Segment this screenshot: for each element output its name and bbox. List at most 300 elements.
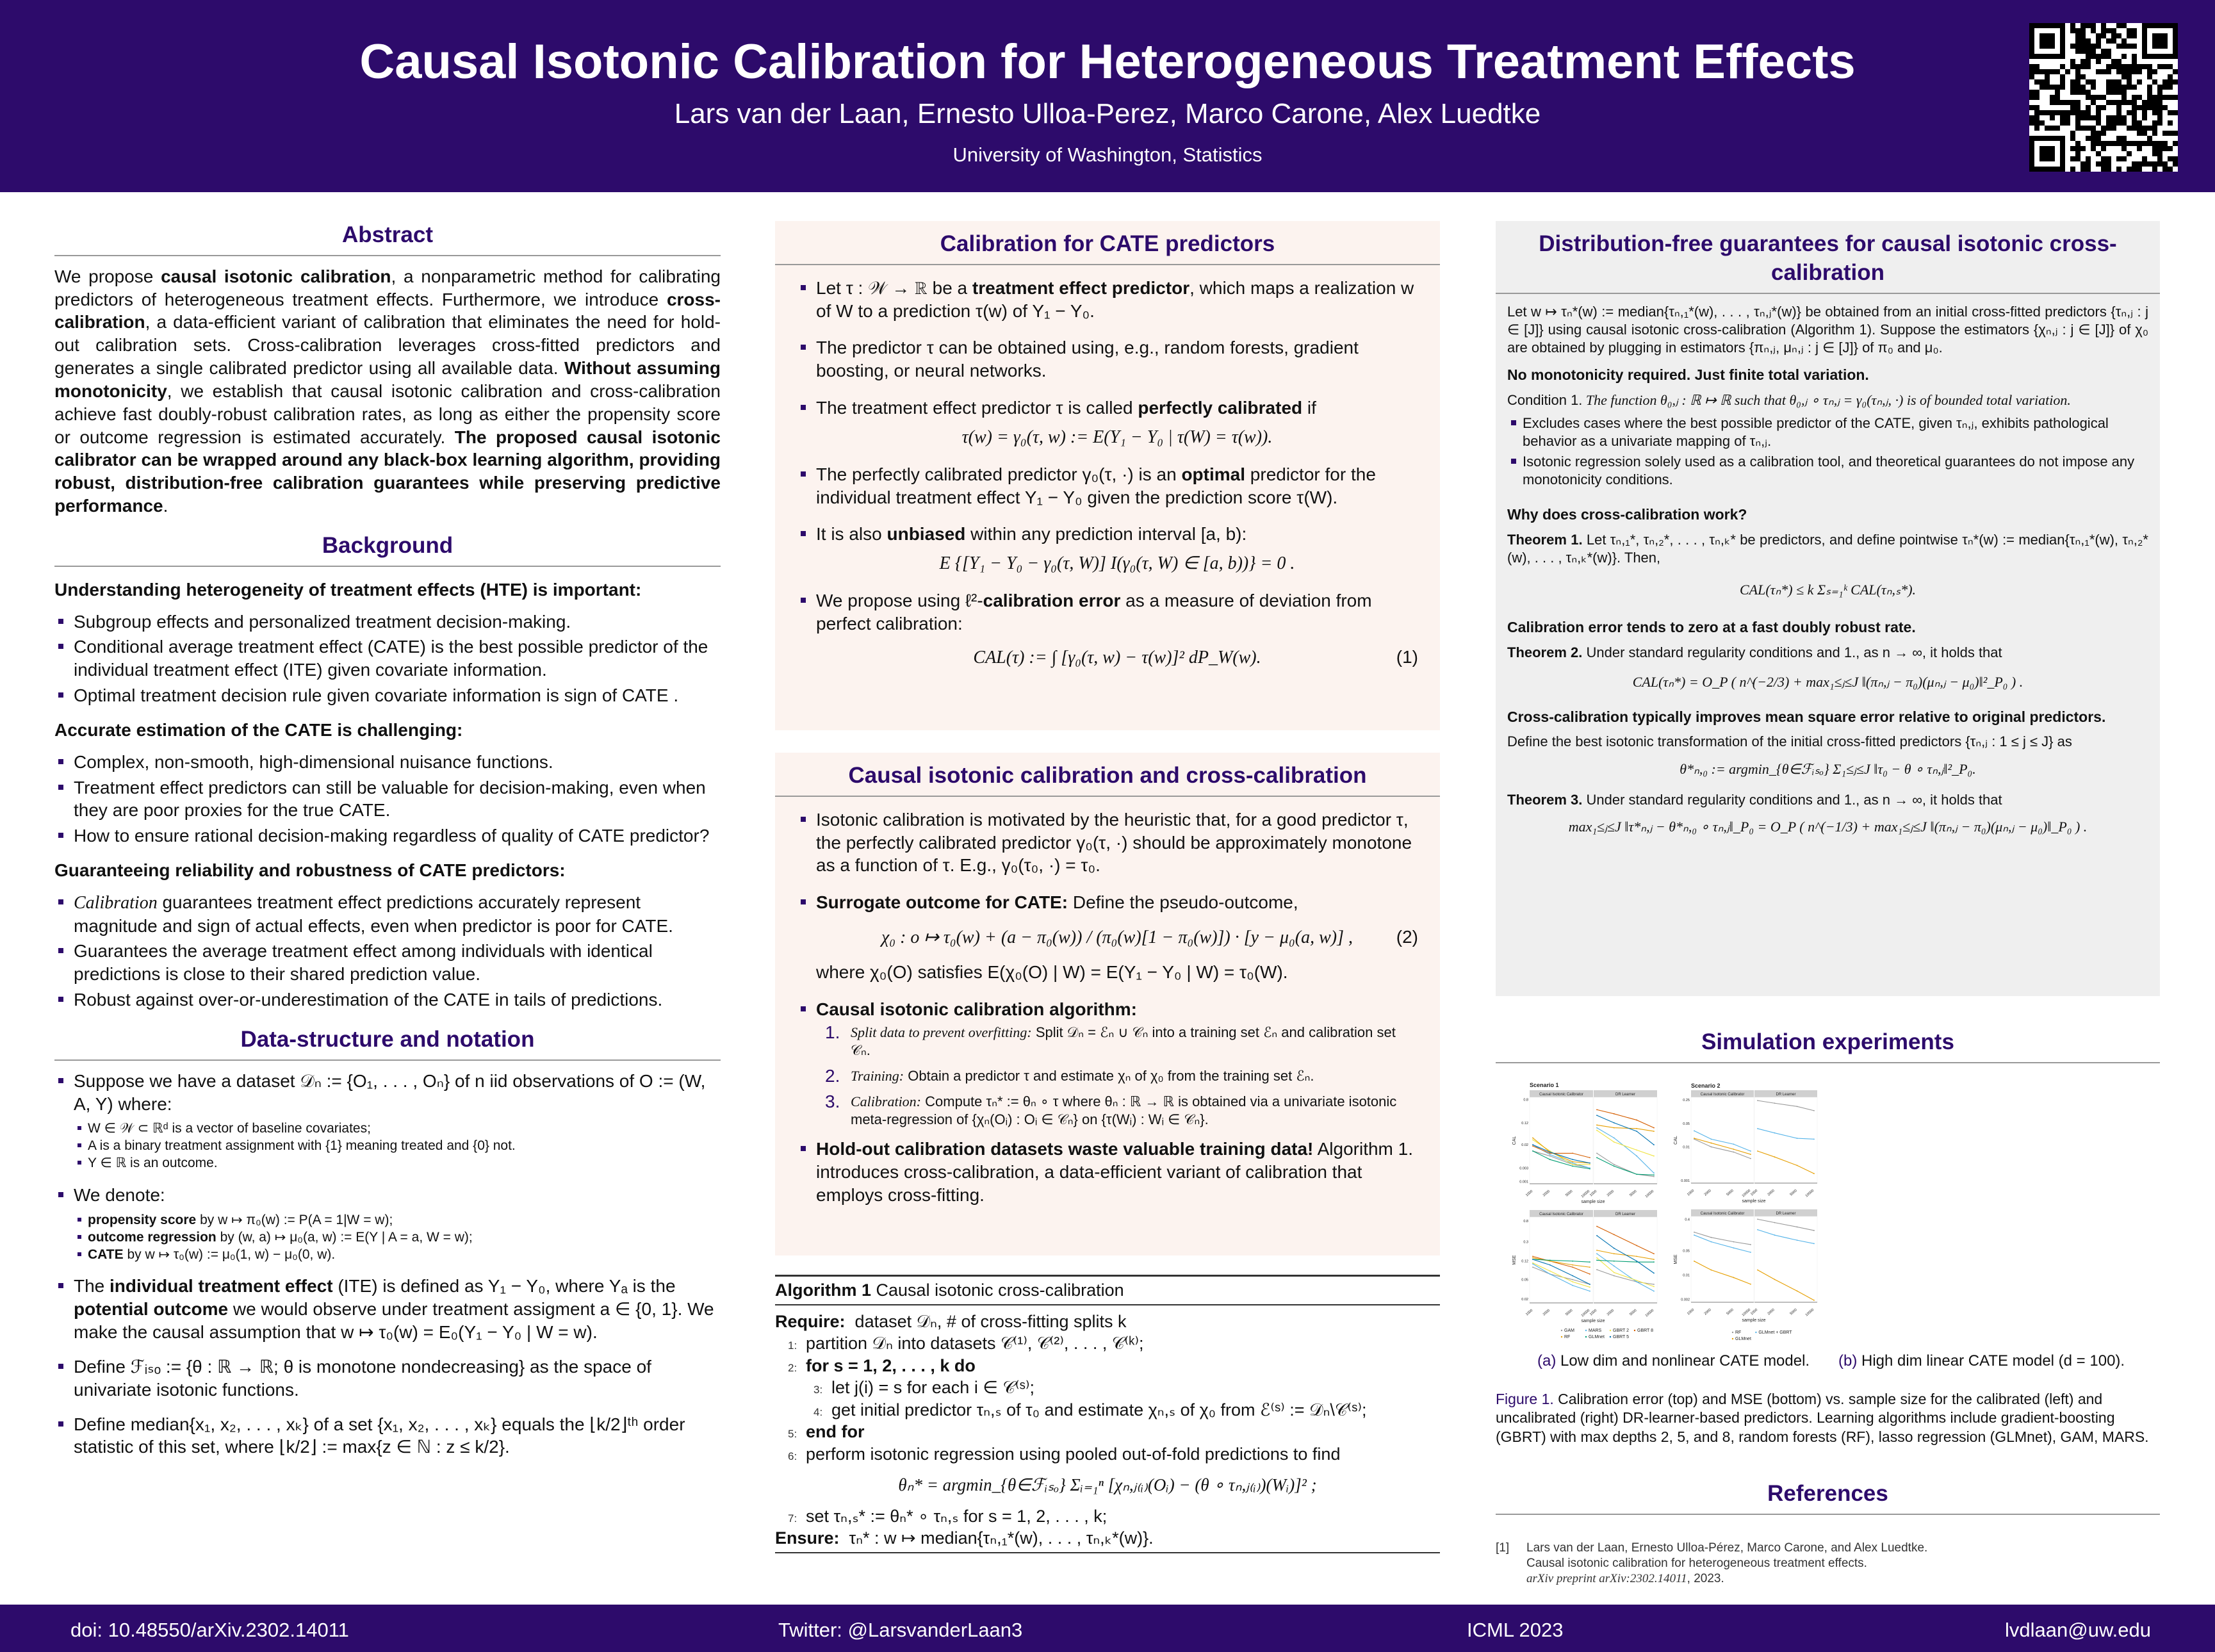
data-point [1596, 1257, 1598, 1259]
list-item: Robust against over-or-underestimation of the CATE in tails of predictions. [54, 988, 721, 1011]
column-middle [775, 221, 1440, 1553]
doi-link[interactable]: doi: 10.48550/arXiv.2302.14011 [70, 1619, 349, 1641]
x-tick-label: 1000 [1687, 1188, 1696, 1197]
x-tick-label: 5000 [1789, 1188, 1798, 1197]
y-tick-label: 0.12 [1521, 1121, 1528, 1125]
guarantees-heading: Distribution-free guarantees for causal isotonic cross-calibration [1539, 231, 2117, 285]
list-item: Hold-out calibration datasets waste valuable training data! Algorithm 1. introduces cross-calibration, a data-efficient variant of calibration that employs cross-fitting. [797, 1138, 1418, 1206]
algorithm-step: 1. Split data to prevent overfitting: Split 𝒟ₙ = ℰₙ ∪ 𝒞ₙ into a training set ℰₙ and calibration set 𝒞ₙ. [825, 1024, 1418, 1059]
list [797, 277, 1418, 669]
simulation-heading: Simulation experiments [1701, 1029, 1954, 1054]
legend-marker [1561, 1330, 1562, 1331]
facet-title: Causal Isotonic Calibrator [1539, 1213, 1583, 1216]
sub-item: outcome regression by (w, a) ↦ μ₀(a, w) := E(Y | A = a, W = w); [74, 1229, 721, 1247]
calibration-heading: Calibration for CATE predictors [940, 231, 1275, 256]
data-point [1653, 1273, 1655, 1274]
data-point [1549, 1259, 1551, 1261]
algorithm-step: 2. Training: Obtain a predictor τ and estimate χₙ of χ₀ from the training set ℰₙ. [825, 1067, 1418, 1085]
algorithm-step: 3. Calibration: Compute τₙ* := θₙ ∘ τ where θₙ : ℝ → ℝ is obtained via a univariate isotonic meta-regression of {χₙ(Oᵢ) : Oᵢ ∈ 𝒞ₙ} on {τ(Wᵢ) : Wᵢ ∈ 𝒞ₙ}. [825, 1093, 1418, 1129]
twitter-handle[interactable]: Twitter: @LarsvanderLaan3 [778, 1619, 1023, 1641]
data-point [1549, 1154, 1551, 1156]
data-point [1532, 1138, 1533, 1139]
data-point [1750, 1154, 1751, 1155]
data-point [1653, 1291, 1655, 1292]
data-point [1653, 1253, 1655, 1254]
algorithm-line: 4: get initial predictor τₙ,ₛ of τ₀ and estimate χₙ,ₛ of χ₀ from ℰ⁽ˢ⁾ := 𝒟ₙ\𝒞⁽ˢ⁾; [813, 1400, 1367, 1419]
data-point [1757, 1128, 1758, 1129]
algorithm-equation: θₙ* = argmin_{θ∈ℱᵢₛₒ} Σᵢ₌₁ⁿ [χₙ,ⱼ₍ᵢ₎(Oᵢ) − (θ ∘ τₙ,ⱼ₍ᵢ₎)(Wᵢ)]² ; [898, 1475, 1317, 1495]
data-point [1589, 1273, 1590, 1275]
affiliation: University of Washington, Statistics [952, 143, 1263, 166]
sub-item: propensity score by w ↦ π₀(w) := P(A = 1|W = w); [74, 1212, 721, 1229]
subheading: Why does cross-calibration work? [1507, 506, 1747, 523]
reference-item: [1] Lars van der Laan, Ernesto Ulloa-Pérez, Marco Carone, and Alex Luedtke. Causal isotonic calibration for heterogeneous treatment effects. arXiv preprint arXiv:2302.14011, 2023. [1496, 1541, 1928, 1586]
y-tick-label: 0.25 [1683, 1099, 1690, 1103]
data-point [1774, 1234, 1776, 1236]
data-point [1614, 1138, 1615, 1139]
data-point [1636, 1156, 1637, 1157]
list [1507, 414, 2148, 489]
data-point [1750, 1252, 1751, 1253]
data-point [1653, 1144, 1655, 1145]
data-point [1589, 1261, 1590, 1263]
theorem-1: Theorem 1. Let τₙ,₁*, τₙ,₂*, . . . , τₙ,ₖ* be predictors, and define pointwise τₙ*(w) := median{τₙ,₁*(w), τₙ,₂*(w), . . . , τₙ,ₖ*(w)}. Then, [1507, 531, 2148, 566]
legend-marker [1561, 1336, 1562, 1337]
x-tick-label: 5000 [1789, 1307, 1798, 1316]
x-tick-label: 2000 [1606, 1189, 1615, 1198]
data-point [1614, 1122, 1615, 1124]
venue: ICML 2023 [1467, 1619, 1564, 1641]
calibration-box [775, 221, 1440, 730]
algorithm-line: 5: end for [788, 1422, 865, 1442]
data-point [1797, 1138, 1798, 1139]
sub-item: W ∈ 𝒲 ⊂ ℝᵈ is a vector of baseline covariates; [74, 1120, 721, 1138]
subheading: Guaranteeing reliability and robustness of CATE predictors: [54, 860, 566, 880]
data-point [1636, 1255, 1637, 1257]
x-tick-label: 2000 [1767, 1188, 1776, 1197]
list-item: The predictor τ can be obtained using, e.g., random forests, gradient boosting, or neural networks. [797, 336, 1418, 382]
x-tick-label: 2000 [1767, 1307, 1776, 1316]
list-item: How to ensure rational decision-making regardless of quality of CATE predictor? [54, 824, 721, 847]
y-tick-label: 0.001 [1519, 1180, 1528, 1184]
cic-box [775, 753, 1440, 1255]
x-tick-label: 10000 [1644, 1189, 1655, 1199]
references-section [1496, 1480, 2160, 1587]
list-item: Isotonic regression solely used as a calibration tool, and theoretical guarantees do not impose any monotonicity conditions. [1507, 453, 2148, 489]
data-point [1757, 1100, 1758, 1101]
x-axis-label: sample size [1581, 1319, 1605, 1323]
x-tick-label: 10000 [1580, 1308, 1591, 1318]
data-point [1549, 1153, 1551, 1154]
data-point [1653, 1127, 1655, 1129]
list-item: The treatment effect predictor τ is called perfectly calibrated if τ(w) = γ₀(τ, w) := E(Y₁ − Y₀ | τ(W) = τ(w)). [797, 397, 1418, 449]
y-tick-label: 0.01 [1683, 1145, 1690, 1150]
list-item: Calibration guarantees treatment effect predictions accurately represent magnitude and sign of actual effects, even when predictor is poor for CATE. [54, 891, 721, 938]
legend-marker [1585, 1330, 1587, 1331]
data-point [1653, 1176, 1655, 1177]
x-tick-label: 10000 [1741, 1307, 1752, 1318]
facet-title: Causal Isotonic Calibrator [1700, 1093, 1745, 1097]
data-point [1589, 1164, 1590, 1165]
x-tick-label: 5000 [1565, 1189, 1574, 1198]
data-point [1774, 1222, 1776, 1223]
data-point [1774, 1279, 1776, 1280]
algorithm-line: 1: partition 𝒟ₙ into datasets 𝒞⁽¹⁾, 𝒞⁽²⁾, . . . , 𝒞⁽ᵏ⁾; [788, 1334, 1144, 1353]
legend-label: GLMnet [1735, 1337, 1751, 1341]
data-point [1733, 1149, 1735, 1150]
legend-marker [1732, 1332, 1733, 1333]
y-axis-label: MSE [1512, 1255, 1517, 1265]
sub-item: Y ∈ ℝ is an outcome. [74, 1155, 721, 1172]
data-point [1596, 1127, 1598, 1129]
list-item: Guarantees the average treatment effect among individuals with identical predictions is close to their shared prediction value. [54, 940, 721, 986]
legend-marker [1732, 1338, 1733, 1339]
algorithm-1 [775, 1275, 1440, 1553]
data-point [1750, 1150, 1751, 1152]
data-point [1549, 1159, 1551, 1160]
data-point [1614, 1127, 1615, 1129]
facet-title: Causal Isotonic Calibrator [1700, 1212, 1745, 1216]
data-point [1572, 1266, 1573, 1268]
algorithm-line: 7: set τₙ,ₛ* := θₙ* ∘ τₙ,ₛ for s = 1, 2, . . . , k; [788, 1506, 1108, 1526]
x-tick-label: 1000 [1687, 1307, 1696, 1316]
background-heading: Background [322, 532, 454, 558]
list-item: Treatment effect predictors can still be valuable for decision-making, even when they are poor proxies for the true CATE. [54, 776, 721, 822]
facet-title: DR Learner [1776, 1093, 1796, 1097]
legend-label: GLMnet [1589, 1335, 1605, 1339]
data-point [1614, 1253, 1615, 1254]
legend-marker [1755, 1332, 1756, 1333]
data-point [1757, 1218, 1758, 1220]
data-point [1614, 1261, 1615, 1262]
x-tick-label: 5000 [1629, 1308, 1638, 1317]
cic-heading: Causal isotonic calibration and cross-calibration [848, 763, 1367, 788]
data-point [1532, 1150, 1533, 1152]
list [54, 751, 721, 847]
data-point [1653, 1286, 1655, 1288]
data-point [1813, 1230, 1815, 1231]
subheading: No monotonicity required. Just finite total variation. [1507, 366, 1869, 384]
legend-label: RF [1735, 1330, 1742, 1335]
data-point [1549, 1270, 1551, 1272]
equation: θ*ₙ,₀ := argmin_{θ∈ℱᵢₛₒ} Σ₁≤ⱼ≤J ‖τ₀ − θ ∘ τₙ,ⱼ‖²_P₀. [1680, 760, 1976, 777]
x-tick-label: 10000 [1580, 1189, 1591, 1199]
algorithm-ensure: Ensure: τₙ* : w ↦ median{τₙ,₁*(w), . . . , τₙ,ₖ*(w)}. [775, 1527, 1440, 1553]
data-point [1694, 1261, 1695, 1262]
data-point [1532, 1139, 1533, 1140]
data-point [1532, 1266, 1533, 1268]
data-point [1572, 1153, 1573, 1154]
caption-a: (a) Low dim and nonlinear CATE model. [1537, 1352, 1810, 1370]
data-point [1572, 1279, 1573, 1280]
legend-marker [1634, 1330, 1635, 1331]
y-tick-label: 0.8 [1523, 1220, 1528, 1224]
scenario-title: Scenario 2 [1691, 1083, 1721, 1089]
algorithm-line: 6: perform isotonic regression using pooled out-of-fold predictions to find [788, 1444, 1341, 1464]
algorithm-line: 3: let j(i) = s for each i ∈ 𝒞⁽ˢ⁾; [813, 1378, 1034, 1398]
data-point [1711, 1241, 1712, 1243]
algorithm-line: 2: for s = 1, 2, . . . , k do [788, 1355, 976, 1375]
x-tick-label: 2000 [1606, 1308, 1615, 1317]
equation: E {[Y₁ − Y₀ − γ₀(τ, W)] I(γ₀(τ, W) ∈ [a, b))} = 0 . [939, 553, 1295, 574]
algorithm-require: Require: dataset 𝒟ₙ, # of cross-fitting splits k [775, 1311, 1127, 1331]
y-tick-label: 0.4 [1685, 1218, 1690, 1222]
data-point [1636, 1149, 1637, 1150]
data-point [1757, 1229, 1758, 1231]
list [54, 891, 721, 1011]
data-point [1596, 1157, 1598, 1158]
data-point [1711, 1138, 1712, 1140]
poster-header [0, 0, 2215, 192]
algorithm-title: Algorithm 1 Causal isotonic cross-calibration [775, 1275, 1440, 1305]
abstract-text: We propose causal isotonic calibration, a nonparametric method for calibrating predictors of heterogeneous treatment effects. Furthermore, we introduce cross-calibration, a data-efficient variant of calibration that eliminates the need for hold-out calibration sets. Cross-calibration leverages cross-fitted predictors and generates a single calibrated predictor using all available data. Without assuming monotonicity, we establish that causal isotonic calibration and cross-calibration achieve fast doubly-robust calibration rates, as long as either the propensity score or outcome regression is estimated accurately. The proposed causal isotonic calibrator can be wrapped around any black-box learning algorithm, providing robust, distribution-free calibration guarantees while preserving predictive performance. [54, 266, 721, 516]
legend-label: GLMnet + GBRT [1758, 1330, 1792, 1335]
data-point [1711, 1270, 1712, 1271]
list-item: Suppose we have a dataset 𝒟ₙ := {O₁, . . . , Oₙ} of n iid observations of O := (W, A, Y) where: W ∈ 𝒲 ⊂ ℝᵈ is a vector of baseline covariates; A is a binary treatment assignment with {1} meaning treated and {0} not. Y ∈ ℝ is an outcome. [54, 1070, 721, 1172]
data-point [1750, 1158, 1751, 1159]
y-tick-label: 0.05 [1521, 1278, 1528, 1282]
list [54, 1070, 721, 1459]
email-link[interactable]: lvdlaan@uw.edu [2005, 1619, 2151, 1641]
data-point [1653, 1172, 1655, 1174]
y-tick-label: 0.02 [1521, 1297, 1528, 1302]
facet-title: DR Learner [1776, 1212, 1796, 1216]
data-point [1614, 1248, 1615, 1249]
list-item: Define median{x₁, x₂, . . . , xₖ} of a set {x₁, x₂, . . . , xₖ} equals the ⌊k/2⌋ᵗʰ order statistic of this set, where ⌊k/2⌋ := max{z ∈ ℕ : z ≤ k/2}. [54, 1413, 721, 1459]
data-point [1653, 1261, 1655, 1263]
data-point [1813, 1243, 1815, 1245]
y-tick-label: 0.8 [1523, 1098, 1528, 1102]
legend-label: RF [1564, 1335, 1571, 1339]
x-tick-label: 10000 [1644, 1308, 1655, 1318]
guarantees-intro: Let w ↦ τₙ*(w) := median{τₙ,₁*(w), . . . , τₙ,ⱼ*(w)} be obtained from an initial cross-fitted predictors {τₙ,ⱼ : j ∈ [J]} using causal isotonic cross-calibration (Algorithm 1). Suppose the estimators {χₙ,ⱼ : j ∈ [J]} of χ₀ are obtained by plugging in estimators {πₙ,ⱼ, μₙ,ⱼ : j ∈ [J]} of π₀ and μ₀. [1507, 303, 2148, 356]
x-tick-label: 2000 [1542, 1189, 1551, 1198]
list-item: Surrogate outcome for CATE: Define the pseudo-outcome, χ₀ : o ↦ τ₀(w) + (a − π₀(w)) / (π₀(w)[1 − π₀(w)]) · [y − μ₀(a, w)] , (2) where χ₀(O) satisfies E(χ₀(O) | W) = E(Y₁ − Y₀ | W) = τ₀(W). [797, 891, 1418, 983]
data-point [1797, 1165, 1798, 1166]
data-point [1572, 1264, 1573, 1266]
data-point [1774, 1133, 1776, 1134]
legend-label: GBRT 8 [1637, 1329, 1654, 1333]
x-tick-label: 5000 [1726, 1307, 1735, 1316]
abstract-heading: Abstract [342, 222, 433, 247]
y-tick-label: 0.003 [1519, 1166, 1528, 1171]
list-item: Optimal treatment decision rule given covariate information is sign of CATE . [54, 684, 721, 707]
data-point [1549, 1273, 1551, 1275]
guarantees-box [1496, 221, 2160, 996]
x-tick-label: 1000 [1750, 1307, 1759, 1316]
data-point [1549, 1152, 1551, 1153]
list-item: The perfectly calibrated predictor γ₀(τ, ·) is an optimal predictor for the individual treatment effect Y₁ − Y₀ given the prediction score τ(W). [797, 463, 1418, 509]
data-point [1797, 1227, 1798, 1228]
panel [1691, 1216, 1754, 1302]
x-tick-label: 10000 [1741, 1188, 1752, 1198]
theorem-2: Theorem 2. Under standard regularity conditions and 1., as n → ∞, it holds that [1507, 644, 2002, 660]
list-item: We denote: propensity score by w ↦ π₀(w) := P(A = 1|W = w); outcome regression by (w, a) ↦ μ₀(a, w) := E(Y | A = a, W = w); CATE by w ↦ τ₀(w) := μ₀(1, w) − μ₀(0, w). [54, 1184, 721, 1263]
data-point [1636, 1261, 1637, 1262]
authors: Lars van der Laan, Ernesto Ulloa-Perez, Marco Carone, Alex Luedtke [674, 98, 1541, 129]
x-tick-label: 1000 [1525, 1189, 1534, 1198]
legend-marker [1610, 1336, 1611, 1337]
data-point [1572, 1166, 1573, 1167]
data-point [1589, 1163, 1590, 1164]
data-point [1774, 1102, 1776, 1104]
data-point [1596, 1109, 1598, 1110]
data-point [1636, 1120, 1637, 1121]
x-tick-label: 5000 [1726, 1188, 1735, 1197]
y-tick-label: 0.05 [1683, 1122, 1690, 1126]
data-point [1711, 1147, 1712, 1148]
x-tick-label: 5000 [1565, 1308, 1574, 1317]
y-axis-label: CAL [1512, 1136, 1517, 1145]
x-tick-label: 10000 [1804, 1188, 1815, 1198]
data-point [1532, 1144, 1533, 1145]
data-point [1797, 1239, 1798, 1241]
panel [1594, 1097, 1657, 1184]
x-tick-label: 1000 [1589, 1308, 1598, 1317]
facet-title: DR Learner [1615, 1093, 1636, 1097]
data-point [1614, 1113, 1615, 1115]
data-point [1653, 1284, 1655, 1285]
data-point [1694, 1232, 1695, 1233]
data-point [1549, 1264, 1551, 1266]
y-axis-label: MSE [1674, 1254, 1678, 1264]
qr-code[interactable] [2029, 23, 2178, 172]
subheading: Accurate estimation of the CATE is challenging: [54, 719, 463, 740]
x-tick-label: 2000 [1542, 1308, 1551, 1317]
data-point [1572, 1275, 1573, 1277]
subheading: Calibration error tends to zero at a fast doubly robust rate. [1507, 619, 1916, 636]
data-point [1711, 1237, 1712, 1238]
data-point [1813, 1173, 1815, 1174]
y-tick-label: 0.05 [1683, 1249, 1690, 1254]
list-item: Excludes cases where the best possible predictor of the CATE, given τₙ,ⱼ, exhibits pathological behavior as a univariate mapping of τₙ,ⱼ. [1507, 414, 2148, 450]
data-point [1733, 1152, 1735, 1153]
data-point [1589, 1284, 1590, 1285]
data-point [1614, 1141, 1615, 1143]
equation: CAL(τₙ*) ≤ k Σₛ₌₁ᵏ CAL(τₙ,ₛ*). [1739, 582, 1917, 598]
x-tick-label: 1000 [1589, 1189, 1598, 1198]
data-point [1532, 1263, 1533, 1264]
data-point [1614, 1272, 1615, 1273]
data-point [1813, 1110, 1815, 1111]
data-point [1532, 1259, 1533, 1260]
y-tick-label: 0.02 [1521, 1143, 1528, 1148]
data-point [1532, 1255, 1533, 1257]
data-point [1572, 1159, 1573, 1160]
list-item: Isotonic calibration is motivated by the heuristic that, for a good predictor τ, the perfectly calibrated predictor γ₀(τ, ·) should be approximately monotone as a function of τ. E.g., γ₀(τ₀, ·) = τ₀. [797, 808, 1418, 877]
data-point [1733, 1247, 1735, 1248]
list [54, 610, 721, 707]
data-point [1614, 1275, 1615, 1277]
data-point [1774, 1156, 1776, 1157]
data-point [1614, 1234, 1615, 1235]
x-tick-label: 5000 [1629, 1189, 1638, 1198]
panel [1530, 1097, 1593, 1184]
x-tick-label: 10000 [1804, 1307, 1815, 1318]
data-point [1589, 1287, 1590, 1288]
data-point [1572, 1161, 1573, 1163]
data-point [1636, 1131, 1637, 1132]
poster-footer [0, 1605, 2215, 1652]
list-item: Complex, non-smooth, high-dimensional nuisance functions. [54, 751, 721, 774]
data-point [1614, 1164, 1615, 1165]
list-item: Define ℱᵢₛₒ := {θ : ℝ → ℝ; θ is monotone nondecreasing} as the space of univariate isotonic functions. [54, 1355, 721, 1402]
data-point [1757, 1150, 1758, 1152]
data-structure-heading: Data-structure and notation [240, 1026, 535, 1052]
data-point [1653, 1174, 1655, 1175]
legend-label: GBRT 2 [1613, 1329, 1630, 1333]
y-tick-label: 0.01 [1683, 1273, 1690, 1278]
data-point [1797, 1106, 1798, 1107]
data-point [1614, 1266, 1615, 1267]
y-axis-label: CAL [1674, 1136, 1678, 1145]
data-point [1636, 1174, 1637, 1175]
x-tick-label: 2000 [1703, 1307, 1712, 1316]
legend-label: MARS [1589, 1329, 1602, 1333]
data-point [1532, 1145, 1533, 1147]
facet-title: Causal Isotonic Calibrator [1539, 1093, 1583, 1097]
data-point [1636, 1280, 1637, 1281]
definition: Define the best isotonic transformation of the initial cross-fitted predictors {τₙ,ⱼ : 1 ≤ j ≤ J} as [1507, 733, 2072, 750]
legend-marker [1610, 1330, 1611, 1331]
column-left [54, 221, 721, 1466]
data-point [1797, 1291, 1798, 1292]
data-point [1596, 1124, 1598, 1125]
list-item: Causal isotonic calibration algorithm: 1. Split data to prevent overfitting: Split 𝒟ₙ = ℰₙ ∪ 𝒞ₙ into a training set ℰₙ and calibration set 𝒞ₙ. 2. Training: Obtain a predictor τ and estimate χₙ of χ₀ from the training set ℰₙ. 3. Calibration: Compute τₙ* := θₙ ∘ τ where θₙ : ℝ → ℝ is obtained via a univariate isotonic meta-regression of {χₙ(Oᵢ) : Oᵢ ∈ 𝒞ₙ} on {τ(Wᵢ) : Wᵢ ∈ 𝒞ₙ}. [797, 998, 1418, 1129]
list-item: The individual treatment effect (ITE) is defined as Y₁ − Y₀, where Yₐ is the potential outcome we would observe under treatment assigment a ∈ {0, 1}. We make the causal assumption that w ↦ τ₀(w) = E₀(Y₁ − Y₀ | W = w). [54, 1275, 721, 1343]
data-point [1572, 1261, 1573, 1262]
x-axis-label: sample size [1742, 1318, 1766, 1323]
subheading: Understanding heterogeneity of treatment effects (HTE) is important: [54, 579, 642, 600]
data-point [1694, 1138, 1695, 1139]
subheading: Cross-calibration typically improves mean square error relative to original predictors. [1507, 708, 2106, 725]
data-point [1572, 1164, 1573, 1165]
data-point [1589, 1266, 1590, 1268]
sub-item: CATE by w ↦ τ₀(w) := μ₀(1, w) − μ₀(0, w). [74, 1247, 721, 1264]
list-item: Subgroup effects and personalized treatment decision-making. [54, 610, 721, 634]
data-point [1653, 1156, 1655, 1157]
theorem-3: Theorem 3. Under standard regularity conditions and 1., as n → ∞, it holds that [1507, 791, 2002, 808]
data-point [1596, 1269, 1598, 1270]
data-point [1589, 1291, 1590, 1292]
data-point [1813, 1300, 1815, 1301]
equation: max₁≤ⱼ≤J ‖τ*ₙ,ⱼ − θ*ₙ,₀ ∘ τₙ,ⱼ‖_P₀ = O_P ( n^(−1/3) + max₁≤ⱼ≤J ‖(πₙ,ⱼ − π₀)(μₙ,ⱼ − μ₀)‖_P₀ ) . [1568, 818, 2088, 835]
data-point [1694, 1131, 1695, 1132]
data-point [1572, 1285, 1573, 1286]
figure-caption: Figure 1. Calibration error (top) and MSE (bottom) vs. sample size for the calibrated (left) and uncalibrated (right) DR-learner-based predictors. Learning algorithms include gradient-boosting (GBRT) with max depths 2, 5, and 8, random forests (RF), lasso regression (GLMnet), GAM, MARS. [1496, 1391, 2149, 1445]
data-point [1711, 1143, 1712, 1144]
data-point [1733, 1241, 1735, 1243]
data-point [1596, 1250, 1598, 1251]
data-point [1596, 1259, 1598, 1261]
y-tick-label: 0.001 [1681, 1179, 1690, 1183]
x-tick-label: 2000 [1703, 1188, 1712, 1197]
equation: CAL(τₙ*) = O_P ( n^(−2/3) + max₁≤ⱼ≤J ‖(πₙ,ⱼ − π₀)(μₙ,ⱼ − μ₀)‖²_P₀ ) . [1632, 673, 2023, 690]
y-tick-label: 0.12 [1521, 1259, 1528, 1264]
data-point [1596, 1130, 1598, 1131]
x-axis-label: sample size [1581, 1200, 1605, 1204]
equation: CAL(τ) := ∫ [γ₀(τ, w) − τ(w)]² dP_W(w). (1) [973, 646, 1418, 667]
data-point [1694, 1234, 1695, 1236]
y-tick-label: 0.3 [1523, 1240, 1528, 1245]
data-point [1532, 1263, 1533, 1264]
data-point [1733, 1143, 1735, 1145]
data-point [1813, 1138, 1815, 1140]
poster-title: Causal Isotonic Calibration for Heterogeneous Treatment Effects [359, 35, 1856, 89]
data-point [1596, 1253, 1598, 1254]
data-point [1653, 1259, 1655, 1260]
data-point [1653, 1131, 1655, 1132]
